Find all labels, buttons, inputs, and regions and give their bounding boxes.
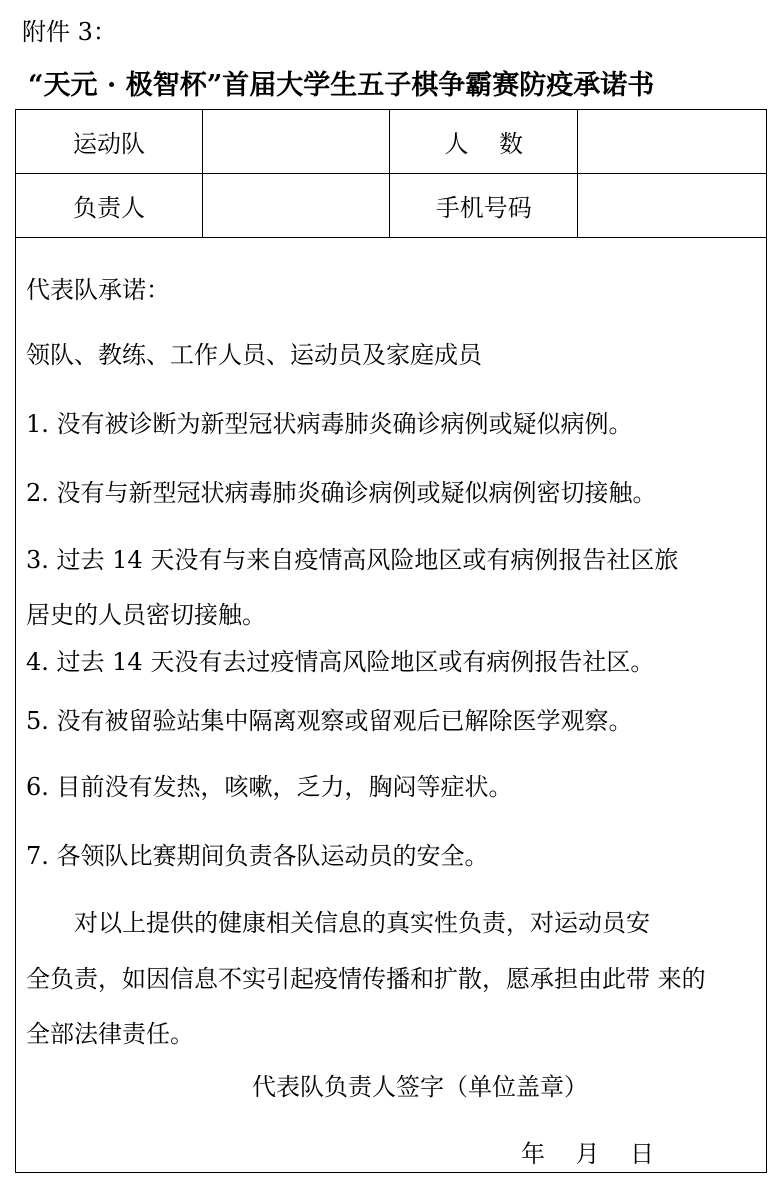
pledge-item-2: 2. 没有与新型冠状病毒肺炎确诊病例或疑似病例密切接触。 bbox=[26, 479, 657, 507]
pledge-item-6: 6. 目前没有发热，咳嗽，乏力，胸闷等症状。 bbox=[26, 773, 513, 801]
date-label: 年 月 日 bbox=[521, 1140, 655, 1168]
pledge-item-3: 3. 过去 14 天没有与来自疫情高风险地区或有病例报告社区旅 bbox=[26, 546, 679, 574]
attachment-label: 附件 3： bbox=[22, 18, 117, 46]
pledge-heading: 代表队承诺： bbox=[26, 276, 170, 304]
pledge-item-7: 7. 各领队比赛期间负责各队运动员的安全。 bbox=[26, 842, 489, 870]
declaration-line-1: 对以上提供的健康相关信息的真实性负责，对运动员安 bbox=[74, 909, 650, 937]
phone-field[interactable] bbox=[578, 174, 766, 238]
leader-field[interactable] bbox=[202, 174, 389, 238]
info-table bbox=[16, 110, 766, 238]
declaration-line-3: 全部法律责任。 bbox=[26, 1020, 194, 1048]
team-label: 运动队 bbox=[16, 110, 202, 174]
team-field[interactable] bbox=[202, 110, 389, 174]
pledge-item-4: 4. 过去 14 天没有去过疫情高风险地区或有病例报告社区。 bbox=[26, 648, 655, 676]
pledge-scope: 领队、教练、工作人员、运动员及家庭成员 bbox=[26, 341, 482, 369]
pledge-item-5: 5. 没有被留验站集中隔离观察或留观后已解除医学观察。 bbox=[26, 707, 633, 735]
document-title: “天元 · 极智杯”首届大学生五子棋争霸赛防疫承诺书 bbox=[28, 70, 655, 101]
count-label: 人 数 bbox=[390, 110, 578, 174]
pledge-form bbox=[15, 109, 767, 1173]
pledge-item-3-cont: 居史的人员密切接触。 bbox=[26, 601, 266, 629]
phone-label: 手机号码 bbox=[390, 174, 578, 238]
leader-label: 负责人 bbox=[16, 174, 202, 238]
pledge-item-1: 1. 没有被诊断为新型冠状病毒肺炎确诊病例或疑似病例。 bbox=[26, 410, 633, 438]
declaration-line-2: 全负责，如因信息不实引起疫情传播和扩散，愿承担由此带 来的 bbox=[26, 965, 706, 993]
count-field[interactable] bbox=[578, 110, 766, 174]
signature-label: 代表队负责人签字（单位盖章） bbox=[252, 1073, 588, 1101]
